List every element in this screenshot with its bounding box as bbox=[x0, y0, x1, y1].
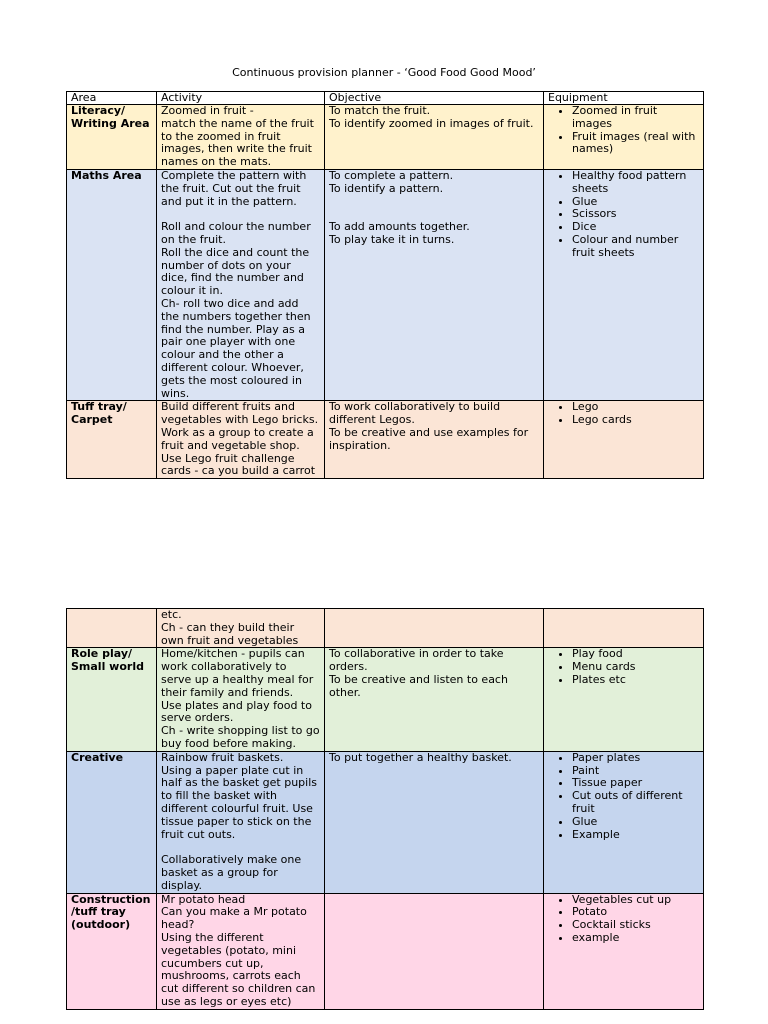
equipment-item: • Glue bbox=[572, 816, 699, 829]
header-activity: Activity bbox=[157, 92, 325, 105]
equipment-cell bbox=[544, 751, 704, 893]
objective-cell bbox=[325, 609, 544, 648]
equipment-list bbox=[548, 105, 699, 156]
header-equipment: Equipment bbox=[544, 92, 704, 105]
equipment-item: • example bbox=[572, 932, 699, 945]
area-cell: Creative bbox=[67, 751, 157, 893]
table-row-construction bbox=[67, 893, 704, 1009]
table-row-tuff-tray-continued bbox=[67, 609, 704, 648]
equipment-list bbox=[548, 894, 699, 945]
table-row-maths bbox=[67, 169, 704, 400]
equipment-item: • Menu cards bbox=[572, 661, 699, 674]
planner-table-page-1 bbox=[66, 91, 704, 479]
equipment-cell bbox=[544, 609, 704, 648]
table-row-creative bbox=[67, 751, 704, 893]
header-row bbox=[67, 92, 704, 105]
equipment-item: • Colour and number fruit sheets bbox=[572, 234, 699, 260]
area-cell: Literacy/ Writing Area bbox=[67, 105, 157, 170]
equipment-item: • Scissors bbox=[572, 208, 699, 221]
equipment-item: • Example bbox=[572, 829, 699, 842]
equipment-list bbox=[548, 170, 699, 260]
activity-cell: Mr potato head Can you make a Mr potato head? Using the different vegetables (potato, mini cucumbers cut up, mushrooms, carrots each cut different so children can use as legs or eyes etc) bbox=[157, 893, 325, 1009]
equipment-item: • Paint bbox=[572, 765, 699, 778]
equipment-item: • Potato bbox=[572, 906, 699, 919]
area-cell bbox=[67, 609, 157, 648]
equipment-item: • Cocktail sticks bbox=[572, 919, 699, 932]
area-cell: Tuff tray/ Carpet bbox=[67, 401, 157, 479]
activity-cell: etc. Ch - can they build their own fruit and vegetables bbox=[157, 609, 325, 648]
objective-cell: To match the fruit. To identify zoomed in images of fruit. bbox=[325, 105, 544, 170]
area-cell: Construction /tuff tray (outdoor) bbox=[67, 893, 157, 1009]
equipment-item: • Cut outs of different fruit bbox=[572, 790, 699, 816]
equipment-item: • Plates etc bbox=[572, 674, 699, 687]
equipment-list bbox=[548, 648, 699, 686]
equipment-item: • Lego cards bbox=[572, 414, 699, 427]
equipment-cell bbox=[544, 893, 704, 1009]
equipment-item: • Zoomed in fruit images bbox=[572, 105, 699, 131]
equipment-item: • Paper plates bbox=[572, 752, 699, 765]
area-cell: Maths Area bbox=[67, 169, 157, 400]
equipment-item: • Glue bbox=[572, 196, 699, 209]
equipment-item: • Vegetables cut up bbox=[572, 894, 699, 907]
equipment-list bbox=[548, 401, 699, 427]
planner-table-page-2 bbox=[66, 608, 704, 1010]
equipment-item: • Healthy food pattern sheets bbox=[572, 170, 699, 196]
activity-cell: Build different fruits and vegetables with Lego bricks. Work as a group to create a fruit and vegetable shop. Use Lego fruit challenge cards - ca you build a carrot bbox=[157, 401, 325, 479]
header-objective: Objective bbox=[325, 92, 544, 105]
page-title: Continuous provision planner - ‘Good Food Good Mood’ bbox=[232, 66, 536, 79]
table-row-tuff-tray bbox=[67, 401, 704, 479]
equipment-list bbox=[548, 752, 699, 842]
area-cell: Role play/ Small world bbox=[67, 648, 157, 751]
table-row-literacy bbox=[67, 105, 704, 170]
activity-cell: Complete the pattern with the fruit. Cut out the fruit and put it in the pattern. Roll and colour the number on the fruit. Roll the dice and count the number of dots on your dice, find the number and colour it in. Ch- roll two dice and add the numbers together then find the number. Play as a pair one player with one colour and the other a different colour. Whoever, gets the most coloured in wins. bbox=[157, 169, 325, 400]
activity-cell: Home/kitchen - pupils can work collaboratively to serve up a healthy meal for their family and friends. Use plates and play food to serve orders. Ch - write shopping list to go buy food before making. bbox=[157, 648, 325, 751]
equipment-item: • Dice bbox=[572, 221, 699, 234]
equipment-item: • Play food bbox=[572, 648, 699, 661]
activity-cell: Rainbow fruit baskets. Using a paper plate cut in half as the basket get pupils to fill the basket with different colourful fruit. Use tissue paper to stick on the fruit cut outs. Collaboratively make one basket as a group for display. bbox=[157, 751, 325, 893]
objective-cell: To put together a healthy basket. bbox=[325, 751, 544, 893]
equipment-cell bbox=[544, 105, 704, 170]
activity-cell: Zoomed in fruit - match the name of the fruit to the zoomed in fruit images, then write the fruit names on the mats. bbox=[157, 105, 325, 170]
header-area: Area bbox=[67, 92, 157, 105]
equipment-item: • Lego bbox=[572, 401, 699, 414]
equipment-cell bbox=[544, 648, 704, 751]
equipment-item: • Tissue paper bbox=[572, 777, 699, 790]
objective-cell: To complete a pattern. To identify a pattern. To add amounts together. To play take it in turns. bbox=[325, 169, 544, 400]
table-row-role-play bbox=[67, 648, 704, 751]
objective-cell: To collaborative in order to take orders. To be creative and listen to each other. bbox=[325, 648, 544, 751]
equipment-item: • Fruit images (real with names) bbox=[572, 131, 699, 157]
objective-cell: To work collaboratively to build different Legos. To be creative and use examples for inspiration. bbox=[325, 401, 544, 479]
equipment-cell bbox=[544, 169, 704, 400]
objective-cell bbox=[325, 893, 544, 1009]
equipment-cell bbox=[544, 401, 704, 479]
